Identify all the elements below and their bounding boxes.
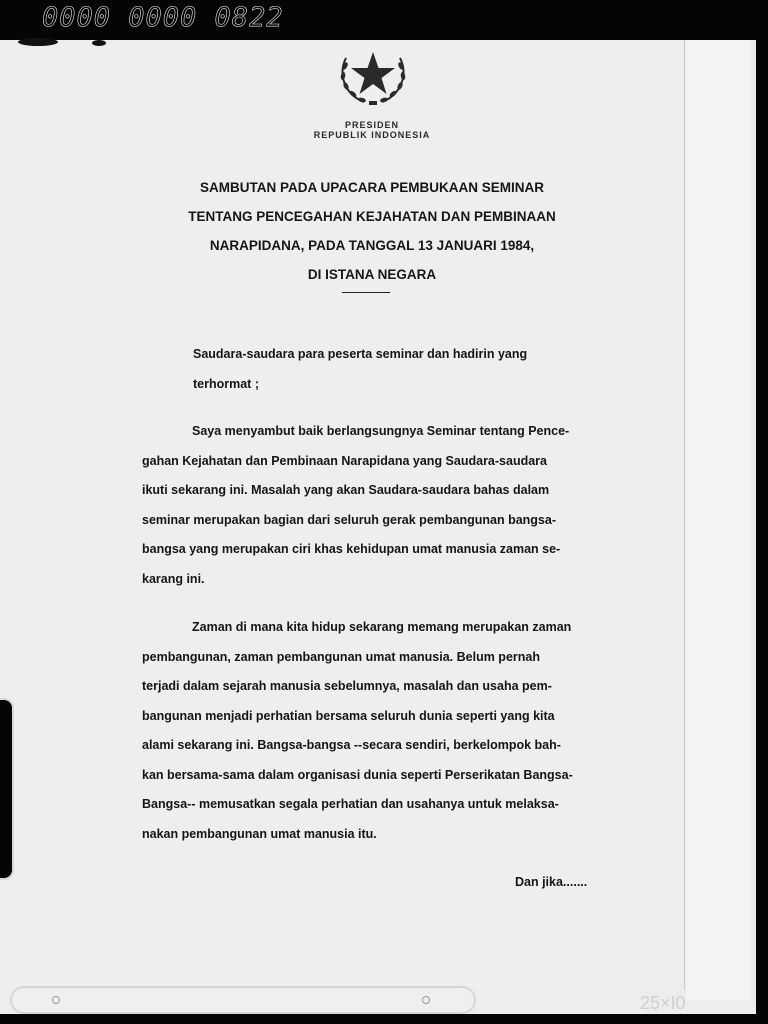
film-holder-bar xyxy=(10,986,476,1014)
film-holder-tab xyxy=(0,698,14,880)
page-sheet xyxy=(12,40,685,990)
paragraph-3 xyxy=(142,613,642,849)
text-line: Saya menyambut baik berlangsungnya Seminar tentang Pence- xyxy=(192,424,570,438)
title-line: SAMBUTAN PADA UPACARA PEMBUKAAN SEMINAR xyxy=(200,180,544,195)
text-line: karang ini. xyxy=(142,571,205,586)
holder-rivet xyxy=(52,996,60,1004)
text-line: kan bersama-sama dalam organisasi dunia seperti Perserikatan Bangsa- xyxy=(142,767,573,782)
title-line: DI ISTANA NEGARA xyxy=(307,267,437,282)
text-line: gahan Kejahatan dan Pembinaan Narapidana yang Saudara-saudara xyxy=(142,453,547,468)
text-line: bangunan menjadi perhatian bersama seluruh dunia seperti yang kita xyxy=(142,708,555,723)
film-blemish xyxy=(92,40,106,46)
text-line: ikuti sekarang ini. Masalah yang akan Saudara-saudara bahas dalam xyxy=(142,483,550,497)
reduction-ratio-mark: 25×I0 xyxy=(640,993,686,1013)
title-line: NARAPIDANA, PADA TANGGAL 13 JANUARI 1984, xyxy=(209,238,535,253)
text-line: seminar merupakan bagian dari seluruh gerak pembangunan bangsa- xyxy=(142,512,557,527)
paragraph-2 xyxy=(142,417,642,594)
document-page xyxy=(0,40,756,1014)
text-line: terhormat ; xyxy=(193,376,259,391)
text-line: alami sekarang ini. Bangsa-bangsa --secara sendiri, berkelompok bah- xyxy=(142,738,561,752)
text-line: Saudara-saudara para peserta seminar dan hadirin yang xyxy=(193,347,528,361)
text-line: nakan pembangunan umat manusia itu. xyxy=(142,826,377,841)
film-edge xyxy=(0,1014,768,1024)
closing-catchword: Dan jika....... xyxy=(515,875,588,889)
title-underline xyxy=(342,292,390,293)
title-line: TENTANG PENCEGAHAN KEJAHATAN DAN PEMBINAAN xyxy=(188,209,556,224)
text-line: pembangunan, zaman pembangunan umat manusia. Belum pernah xyxy=(142,649,540,664)
text-line: Bangsa-- memusatkan segala perhatian dan usahanya untuk melaksa- xyxy=(142,797,559,811)
text-line: Zaman di mana kita hidup sekarang memang merupakan zaman xyxy=(192,620,572,634)
film-blemish xyxy=(18,38,58,46)
text-line: terjadi dalam sejarah manusia sebelumnya, masalah dan usaha pem- xyxy=(142,679,552,693)
page-margin-strip xyxy=(686,40,750,1000)
frame-counter: 0000 0000 0822 xyxy=(42,2,284,33)
letterhead-line1: PRESIDEN xyxy=(344,120,399,130)
letterhead-line2: REPUBLIK INDONESIA xyxy=(313,130,431,140)
text-line: bangsa yang merupakan ciri khas kehidupan umat manusia zaman se- xyxy=(142,542,561,556)
holder-rivet xyxy=(422,996,430,1004)
garuda-emblem-icon xyxy=(328,40,418,108)
salutation xyxy=(193,340,527,399)
